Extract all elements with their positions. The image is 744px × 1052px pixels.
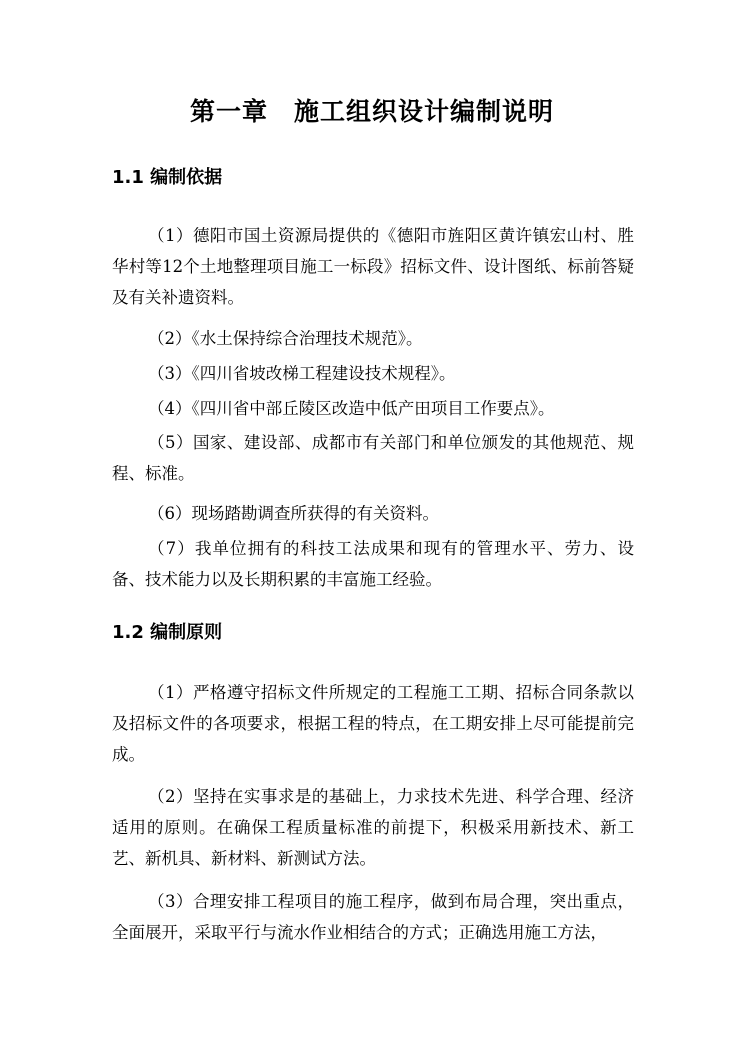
paragraph-1-1-5: （5）国家、建设部、成都市有关部门和单位颁发的其他规范、规程、标准。: [112, 433, 634, 483]
paragraph-1-1-6: （6）现场踏勘调查所获得的有关资料。: [148, 504, 439, 523]
section-heading-1-1: 1.1 编制依据: [112, 167, 223, 188]
section-heading-1-2: 1.2 编制原则: [112, 622, 223, 643]
paragraph-1-1-4: （4）《四川省中部丘陵区改造中低产田项目工作要点》。: [148, 399, 555, 418]
paragraph-1-1-2: （2）《水土保持综合治理技术规范》。: [148, 329, 423, 348]
paragraph-1-2-3: （3）合理安排工程项目的施工程序，做到布局合理，突出重点，全面展开，采取平行与流水作业相结合的方式；正确选用施工方法，: [112, 892, 634, 942]
paragraph-1-1-3: （3）《四川省坡改梯工程建设技术规程》。: [148, 364, 456, 383]
chapter-title: 第一章 施工组织设计编制说明: [189, 97, 554, 126]
paragraph-1-1-1: （1）德阳市国土资源局提供的《德阳市旌阳区黄许镇宏山村、胜华村等12个土地整理项目施工一标段》招标文件、设计图纸、标前答疑及有关补遗资料。: [112, 226, 634, 307]
paragraph-1-1-7: （7）我单位拥有的科技工法成果和现有的管理水平、劳力、设备、技术能力以及长期积累的丰富施工经验。: [112, 539, 634, 589]
paragraph-1-2-1: （1）严格遵守招标文件所规定的工程施工工期、招标合同条款以及招标文件的各项要求，根据工程的特点，在工期安排上尽可能提前完成。: [112, 683, 634, 764]
paragraph-1-2-2: （2）坚持在实事求是的基础上，力求技术先进、科学合理、经济适用的原则。在确保工程质量标准的前提下，积极采用新技术、新工艺、新机具、新材料、新测试方法。: [112, 787, 634, 868]
